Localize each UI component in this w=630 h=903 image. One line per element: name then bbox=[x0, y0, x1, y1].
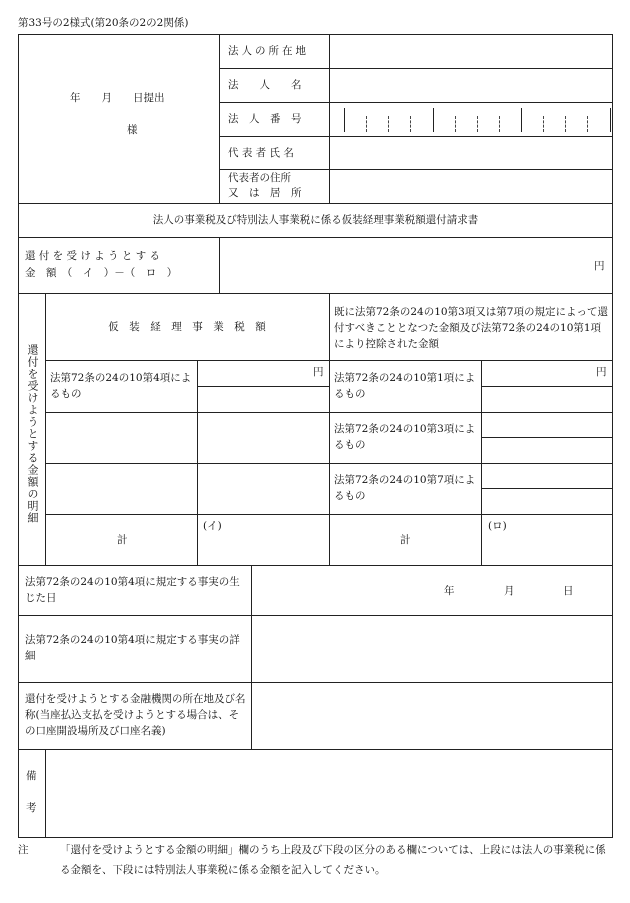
right-row3-business-tax-field[interactable] bbox=[482, 464, 612, 488]
total-right-mark: (ロ) bbox=[488, 520, 507, 532]
breakdown-left-header: 仮 装 経 理 事 業 税 額 bbox=[108, 321, 266, 333]
corp-address-field[interactable] bbox=[330, 35, 612, 68]
right-row2-special-tax-field[interactable] bbox=[482, 438, 612, 463]
fact-date-day: 日 bbox=[563, 585, 574, 597]
corp-number-field[interactable] bbox=[330, 103, 612, 136]
right-row3-special-tax-field[interactable] bbox=[482, 489, 612, 514]
corp-name-field[interactable] bbox=[330, 69, 612, 102]
breakdown-side-label: 還付を受けようとする金額の明細 bbox=[26, 344, 39, 524]
addressee-suffix: 様 bbox=[127, 124, 138, 136]
right-row1-unit: 円 bbox=[596, 366, 607, 378]
left-row3-label-field[interactable] bbox=[46, 464, 197, 514]
left-row1-special-tax-field[interactable] bbox=[198, 387, 329, 412]
right-row1-business-tax-field[interactable] bbox=[482, 361, 612, 386]
fact-date-year: 年 bbox=[444, 585, 455, 597]
left-row1-label: 法第72条の24の10第4項によるもの bbox=[50, 372, 192, 400]
rep-name-field[interactable] bbox=[330, 137, 612, 169]
left-row2-amount-field[interactable] bbox=[198, 413, 329, 463]
remarks-field[interactable] bbox=[46, 750, 612, 837]
right-row3-label: 法第72条の24の10第7項によるもの bbox=[334, 474, 476, 502]
bank-field[interactable] bbox=[252, 683, 612, 749]
outer-bottom-border bbox=[18, 837, 613, 838]
rep-address-field[interactable] bbox=[330, 170, 612, 203]
left-row1-unit: 円 bbox=[313, 366, 324, 378]
right-row1-label: 法第72条の24の10第1項によるもの bbox=[334, 372, 476, 400]
fact-date-month: 月 bbox=[504, 585, 515, 597]
refund-amount-field[interactable] bbox=[220, 238, 612, 293]
fact-detail-field[interactable] bbox=[252, 616, 612, 682]
corp-address-label: 法人の所在地 bbox=[228, 45, 309, 57]
total-left-field[interactable] bbox=[198, 515, 329, 565]
total-left-mark: (イ) bbox=[203, 520, 222, 532]
breakdown-center-divider bbox=[329, 293, 330, 565]
refund-amount-unit: 円 bbox=[594, 260, 605, 272]
bank-label: 還付を受けようとする金融機関の所在地及び名称(当座払込支払を受けようとする場合は、その口座開設場所及び口座名義) bbox=[25, 693, 246, 737]
outer-right-border bbox=[612, 34, 613, 838]
refund-amount-label-line2: 金 額 （ イ ）－（ ロ ） bbox=[25, 267, 178, 279]
total-right-label: 計 bbox=[400, 534, 411, 546]
refund-amount-label-line1: 還 付 を 受 け よ う と す る bbox=[25, 250, 161, 262]
total-left-label: 計 bbox=[117, 534, 128, 546]
corp-name-label: 法 人 名 bbox=[228, 79, 302, 91]
footnote-text: 「還付を受けようとする金額の明細」欄のうち上段及び下段の区分のある欄については、上段には法人の事業税に係る金額を、下段には特別法人事業税に係る金額を記入してください。 bbox=[60, 844, 606, 876]
form-reference: 第33号の2様式(第20条の2の2関係) bbox=[18, 17, 189, 29]
form-title: 法人の事業税及び特別法人事業税に係る仮装経理事業税額還付請求書 bbox=[152, 214, 479, 226]
left-row2-label-field[interactable] bbox=[46, 413, 197, 463]
right-row1-special-tax-field[interactable] bbox=[482, 387, 612, 412]
header-divider-v1 bbox=[219, 34, 220, 203]
remarks-label-2: 考 bbox=[26, 802, 37, 814]
rep-address-label: 代表者の住所 又 は 居 所 bbox=[228, 172, 302, 199]
fact-detail-label: 法第72条の24の10第4項に規定する事実の詳細 bbox=[25, 634, 240, 662]
remarks-label-1: 備 bbox=[26, 770, 37, 782]
fact-date-field[interactable] bbox=[252, 566, 612, 615]
fact-date-label: 法第72条の24の10第4項に規定する事実の生じた日 bbox=[25, 576, 240, 604]
corp-number-label: 法 人 番 号 bbox=[228, 113, 302, 125]
outer-left-border bbox=[18, 34, 19, 838]
header-bottom-line bbox=[18, 203, 613, 204]
total-right-field[interactable] bbox=[482, 515, 612, 565]
right-row2-business-tax-field[interactable] bbox=[482, 413, 612, 437]
breakdown-right-header: 既に法第72条の24の10第3項又は第7項の規定によって還付すべきこととなつた金額及び法第72条の24の10第1項により控除された金額 bbox=[334, 306, 608, 350]
left-row3-amount-field[interactable] bbox=[198, 464, 329, 514]
left-row1-business-tax-field[interactable] bbox=[198, 361, 329, 386]
footnote-mark: 注 bbox=[18, 844, 29, 856]
submission-date: 年 月 日提出 bbox=[70, 92, 165, 104]
rep-name-label: 代 表 者 氏 名 bbox=[228, 147, 294, 159]
right-row2-label: 法第72条の24の10第3項によるもの bbox=[334, 423, 476, 451]
refund-amount-bottom-line bbox=[18, 293, 613, 294]
